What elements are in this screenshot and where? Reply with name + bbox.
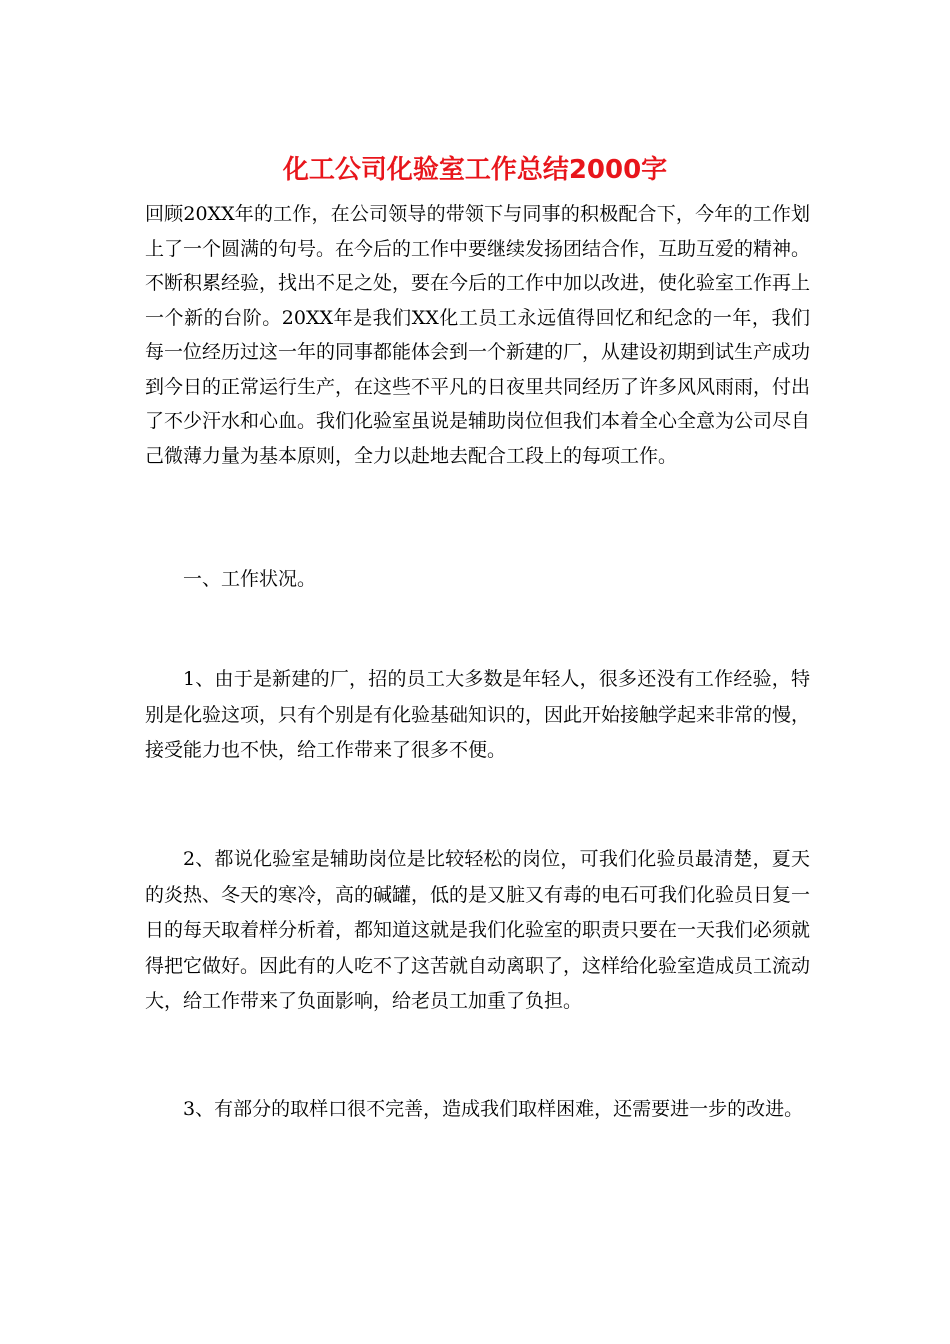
list-item: 1、由于是新建的厂，招的员工大多数是年轻人，很多还没有工作经验，特别是化验这项，只有个别是有化验基础知识的，因此开始接触学起来非常的慢，接受能力也不快，给工作带来了很多不便。 — [145, 668, 811, 761]
list-item: 2、都说化验室是辅助岗位是比较轻松的岗位，可我们化验员最清楚，夏天的炎热、冬天的寒冷，高的碱罐，低的是又脏又有毒的电石可我们化验员日复一日的每天取着样分析着，都知道这就是我们化验室的职责只要在一天我们必须就得把它做好。因此有的人吃不了这苦就自动离职了，这样给化验室造成员工流动大，给工作带来了负面影响，给老员工加重了负担。 — [145, 848, 811, 1012]
intro-paragraph: 回顾20XX年的工作，在公司领导的带领下与同事的积极配合下，今年的工作划上了一个圆满的句号。在今后的工作中要继续发扬团结合作，互助互爱的精神。不断积累经验，找出不足之处，要在今后的工作中加以改进，使化验室工作再上一个新的台阶。20XX年是我们XX化工员工永远值得回忆和纪念的一年，我们每一位经历过这一年的同事都能体会到一个新建的厂，从建设初期到试生产成功到今日的正常运行生产，在这些不平凡的日夜里共同经历了许多风风雨雨，付出了不少汗水和心血。我们化验室虽说是辅助岗位但我们本着全心全意为公司尽自己微薄力量为基本原则，全力以赴地去配合工段上的每项工作。 — [145, 203, 811, 467]
section-heading: 一、工作状况。 — [183, 568, 317, 590]
document-title: 化工公司化验室工作总结2000字 — [282, 155, 668, 185]
list-item: 3、有部分的取样口很不完善，造成我们取样困难，还需要进一步的改进。 — [183, 1098, 804, 1120]
